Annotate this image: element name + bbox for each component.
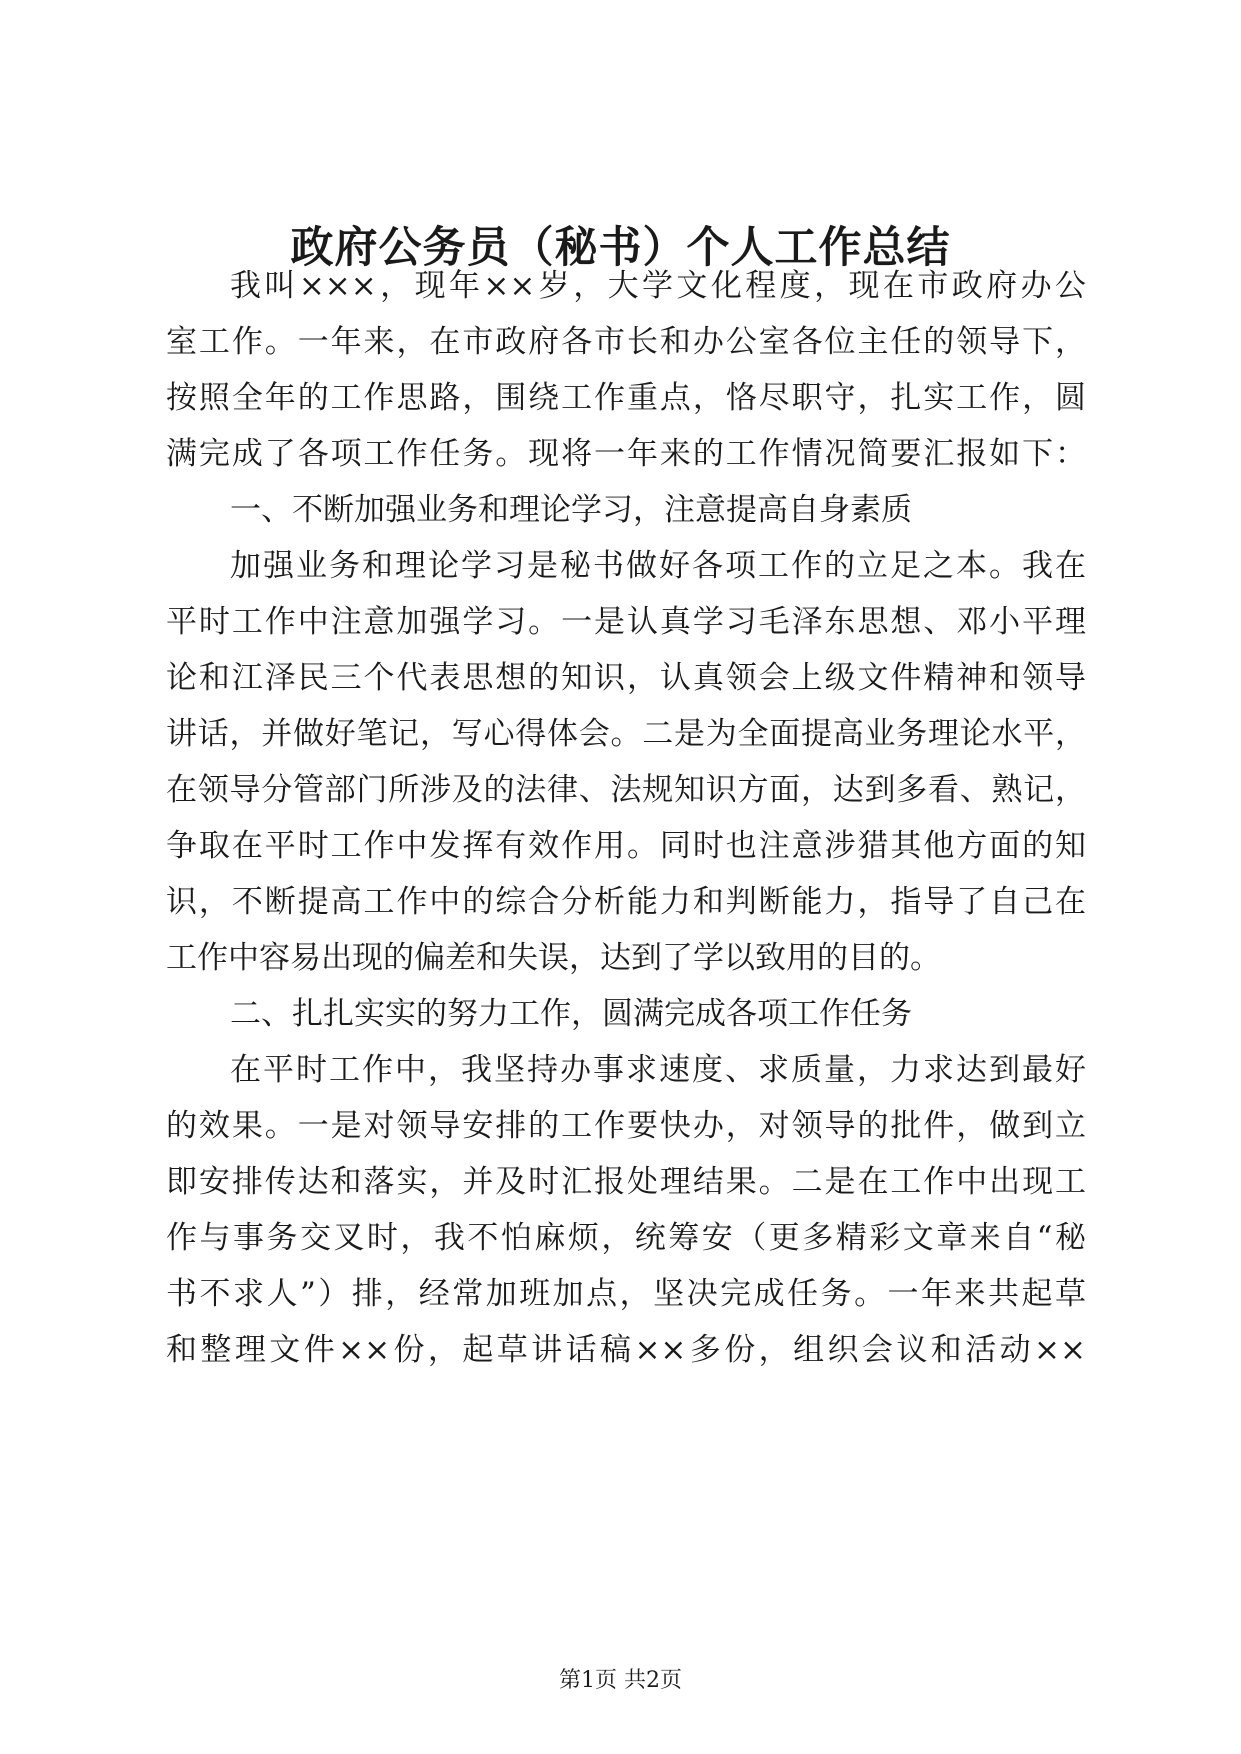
paragraph-line: 和整理文件××份，起草讲话稿××多份，组织会议和活动×× — [166, 1332, 1086, 1368]
paragraph-line: 工作中容易出现的偏差和失误，达到了学以致用的目的。 — [166, 940, 941, 976]
paragraph-line: 满完成了各项工作任务。现将一年来的工作情况简要汇报如下： — [166, 436, 1086, 472]
paragraph-line: 争取在平时工作中发挥有效作用。同时也注意涉猎其他方面的知 — [166, 828, 1086, 864]
paragraph-line: 识，不断提高工作中的综合分析能力和判断能力，指导了自己在 — [166, 884, 1086, 920]
paragraph-line: 的效果。一是对领导安排的工作要快办，对领导的批件，做到立 — [166, 1108, 1086, 1144]
page-footer: 第1页 共2页 — [559, 1668, 682, 1693]
paragraph-line: 在领导分管部门所涉及的法律、法规知识方面，达到多看、熟记， — [166, 772, 1086, 808]
document-title: 政府公务员（秘书）个人工作总结 — [290, 223, 951, 273]
paragraph-line: 按照全年的工作思路，围绕工作重点，恪尽职守，扎实工作，圆 — [166, 380, 1086, 416]
paragraph-line: 平时工作中注意加强学习。一是认真学习毛泽东思想、邓小平理 — [166, 604, 1086, 640]
paragraph-line: 即安排传达和落实，并及时汇报处理结果。二是在工作中出现工 — [166, 1164, 1086, 1200]
section-heading: 一、不断加强业务和理论学习，注意提高自身素质 — [230, 492, 912, 528]
paragraph-line: 讲话，并做好笔记，写心得体会。二是为全面提高业务理论水平， — [166, 716, 1086, 752]
paragraph-line: 我叫×××，现年××岁，大学文化程度，现在市政府办公 — [230, 268, 1086, 304]
paragraph-line: 加强业务和理论学习是秘书做好各项工作的立足之本。我在 — [230, 548, 1086, 584]
paragraph-line: 书不求人”）排，经常加班加点，坚决完成任务。一年来共起草 — [166, 1276, 1086, 1312]
paragraph-line: 作与事务交叉时，我不怕麻烦，统筹安（更多精彩文章来自“秘 — [166, 1220, 1086, 1256]
paragraph-line: 论和江泽民三个代表思想的知识，认真领会上级文件精神和领导 — [166, 660, 1086, 696]
paragraph-line: 室工作。一年来，在市政府各市长和办公室各位主任的领导下， — [166, 324, 1086, 360]
paragraph-line: 在平时工作中，我坚持办事求速度、求质量，力求达到最好 — [230, 1052, 1086, 1088]
section-heading: 二、扎扎实实的努力工作，圆满完成各项工作任务 — [230, 996, 912, 1032]
